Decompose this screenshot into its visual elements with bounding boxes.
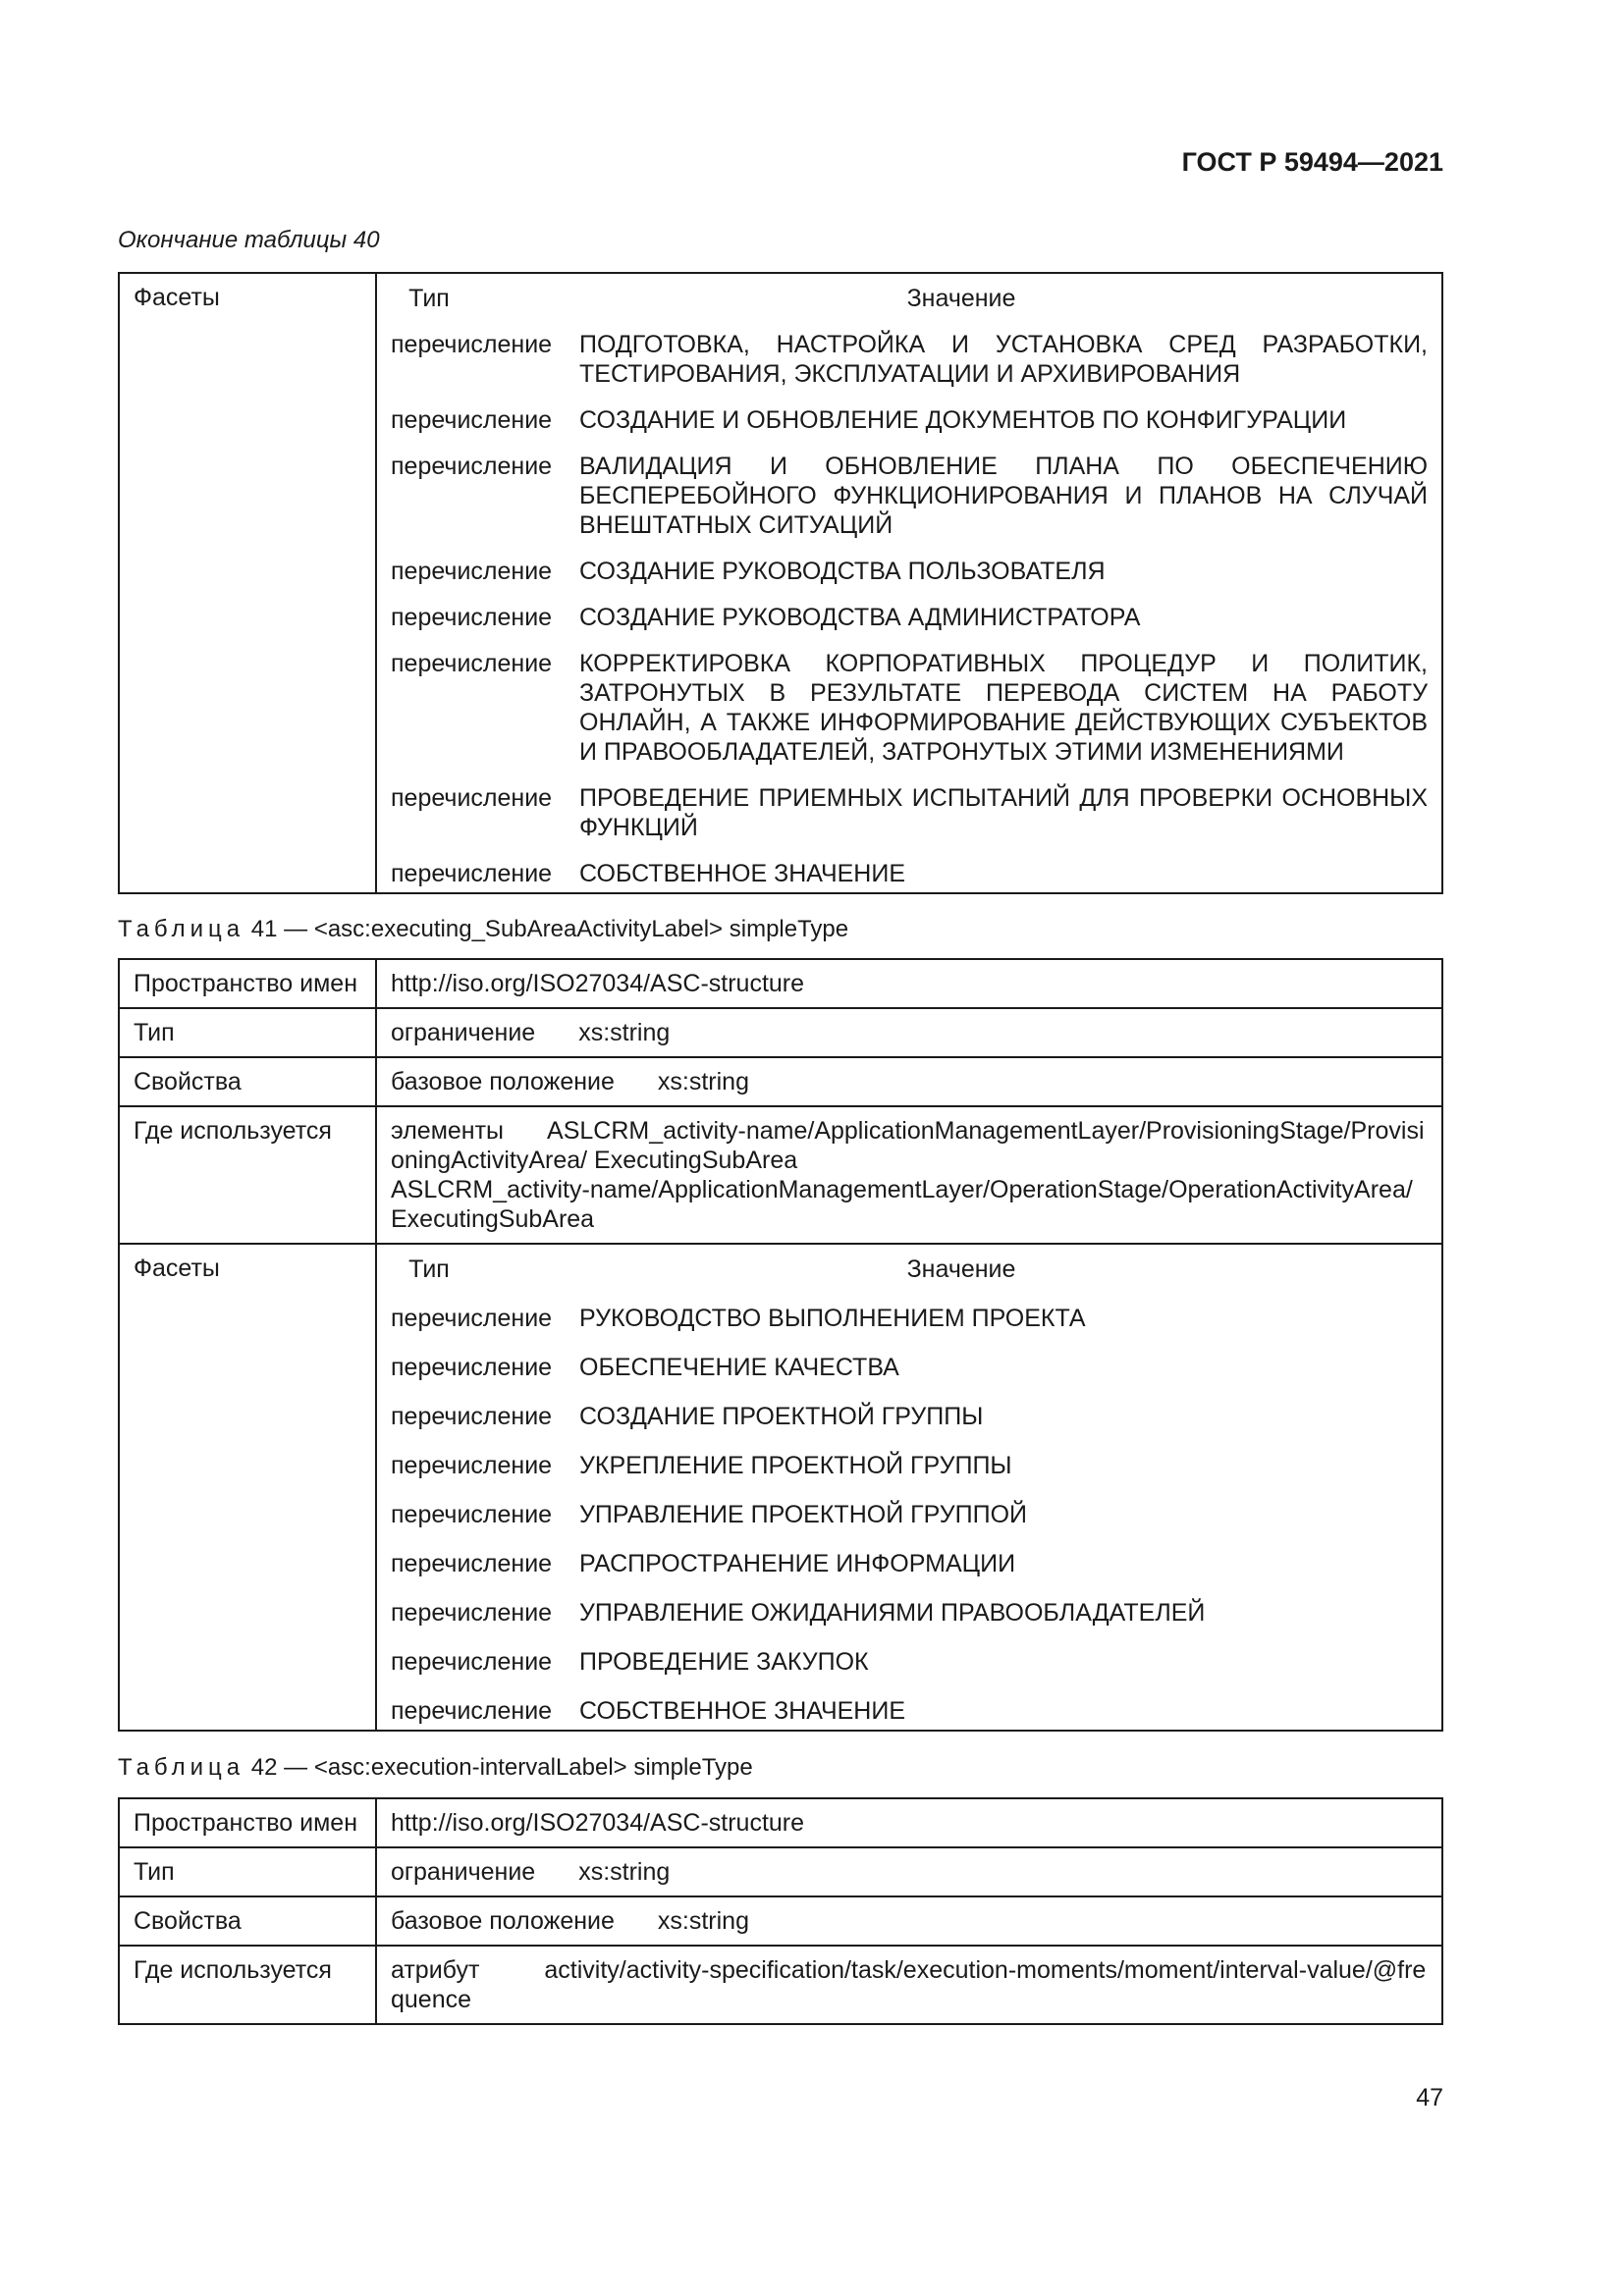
facet-value: УПРАВЛЕНИЕ ОЖИДАНИЯМИ ПРАВООБЛАДАТЕЛЕЙ: [579, 1599, 1206, 1627]
facet-value: СОЗДАНИЕ И ОБНОВЛЕНИЕ ДОКУМЕНТОВ ПО КОНФИГУРАЦИИ: [579, 406, 1347, 434]
facet-type: перечисление: [391, 1501, 553, 1528]
column-type-header: Тип: [408, 285, 450, 312]
column-value-header: Значение: [906, 1255, 1016, 1283]
facet-value: ОБЕСПЕЧЕНИЕ КАЧЕСТВА: [579, 1354, 899, 1381]
usage-line-1: [391, 1116, 1428, 1175]
table41-caption-title: 41 — <asc:executing_SubAreaActivityLabel> simpleType: [250, 916, 849, 942]
usage-label: Где используется: [119, 1946, 376, 2024]
facet-type: перечисление: [391, 1648, 553, 1676]
facet-type: перечисление: [391, 1697, 553, 1725]
namespace-label: Пространство имен: [119, 959, 376, 1008]
facets-label: Фасеты: [119, 273, 376, 893]
facet-value: РАСПРОСТРАНЕНИЕ ИНФОРМАЦИИ: [579, 1550, 1016, 1577]
facet-row: [377, 540, 1441, 586]
facet-value: ПОДГОТОВКА, НАСТРОЙКА И УСТАНОВКА СРЕД РАЗРАБОТКИ, ТЕСТИРОВАНИЯ, ЭКСПЛУАТАЦИИ И АРХИВИРОВАНИЯ: [579, 331, 1428, 388]
facet-value: СОЗДАНИЕ РУКОВОДСТВА АДМИНИСТРАТОРА: [579, 604, 1141, 631]
facet-type: перечисление: [391, 1550, 553, 1577]
facet-type: перечисление: [391, 558, 553, 585]
facet-type: перечисление: [391, 650, 553, 677]
facet-row: [377, 1529, 1441, 1578]
facets-cell: [376, 273, 1442, 893]
table41-caption: [118, 915, 848, 944]
facet-rows: [377, 313, 1441, 888]
document-standard-number: ГОСТ Р 59494—2021: [1181, 147, 1443, 177]
type-kind: ограничение: [391, 1858, 536, 1886]
page-number: 47: [1416, 2084, 1443, 2111]
properties-row: [119, 1896, 1442, 1946]
facet-row: [377, 1382, 1441, 1431]
properties-base: xs:string: [657, 1907, 749, 1935]
table42-caption-title: 42 — <asc:execution-intervalLabel> simpleType: [250, 1754, 753, 1781]
usage-row: [119, 1106, 1442, 1244]
facet-value: СОБСТВЕННОЕ ЗНАЧЕНИЕ: [579, 1697, 906, 1725]
usage-label: Где используется: [119, 1106, 376, 1244]
type-base: xs:string: [578, 1858, 671, 1886]
table41-caption-word: Таблица: [118, 916, 245, 942]
facet-value: ПРОВЕДЕНИЕ ЗАКУПОК: [579, 1648, 869, 1676]
properties-kind: базовое положение: [391, 1068, 615, 1095]
facets-header: [377, 1245, 1441, 1284]
facet-row: [377, 632, 1441, 767]
facets-label: Фасеты: [119, 1244, 376, 1731]
facet-type: перечисление: [391, 604, 553, 631]
type-kind: ограничение: [391, 1019, 536, 1046]
facet-value: СОБСТВЕННОЕ ЗНАЧЕНИЕ: [579, 860, 906, 887]
properties-base: xs:string: [657, 1068, 749, 1095]
type-value: [376, 1008, 1442, 1057]
column-type-header: Тип: [408, 1255, 450, 1283]
facet-value: КОРРЕКТИРОВКА КОРПОРАТИВНЫХ ПРОЦЕДУР И ПОЛИТИК, ЗАТРОНУТЫХ В РЕЗУЛЬТАТЕ ПЕРЕВОДА СИСТЕМ НА РАБОТУ ОНЛАЙН, А ТАКЖЕ ИНФОРМИРОВАНИЕ ДЕЙСТВУЮЩИХ СУБЪЕКТОВ И ПРАВООБЛАДАТЕЛЕЙ, ЗАТРОНУТЫХ ЭТИМИ ИЗМЕНЕНИЯМИ: [579, 650, 1428, 766]
usage-value: [376, 1106, 1442, 1244]
facets-cell: [376, 1244, 1442, 1731]
usage-line: [391, 1955, 1428, 2014]
facet-value: УКРЕПЛЕНИЕ ПРОЕКТНОЙ ГРУППЫ: [579, 1452, 1012, 1479]
namespace-value: http://iso.org/ISO27034/ASC-structure: [376, 959, 1442, 1008]
facet-row: [377, 1628, 1441, 1677]
facet-type: перечисление: [391, 331, 553, 358]
namespace-value: http://iso.org/ISO27034/ASC-structure: [376, 1798, 1442, 1847]
facet-type: перечисление: [391, 453, 553, 480]
properties-value: [376, 1896, 1442, 1946]
facet-row: [377, 313, 1441, 389]
facet-row: [377, 586, 1441, 632]
facet-row: [377, 767, 1441, 842]
table42-caption-word: Таблица: [118, 1754, 245, 1781]
facet-type: перечисление: [391, 1305, 553, 1332]
table40-caption: Окончание таблицы 40: [118, 227, 380, 253]
usage-value: [376, 1946, 1442, 2024]
facet-row: [377, 1578, 1441, 1628]
facet-row: [377, 1480, 1441, 1529]
type-label: Тип: [119, 1847, 376, 1896]
type-value: [376, 1847, 1442, 1896]
table40: [118, 272, 1443, 894]
type-row: [119, 1008, 1442, 1057]
usage-row: [119, 1946, 1442, 2024]
properties-label: Свойства: [119, 1896, 376, 1946]
facet-type: перечисление: [391, 1403, 553, 1430]
facet-value: СОЗДАНИЕ ПРОЕКТНОЙ ГРУППЫ: [579, 1403, 984, 1430]
facet-value: РУКОВОДСТВО ВЫПОЛНЕНИЕМ ПРОЕКТА: [579, 1305, 1086, 1332]
usage-kind: элементы: [391, 1117, 505, 1145]
facet-row: [377, 1333, 1441, 1382]
column-value-header: Значение: [906, 285, 1016, 312]
namespace-row: [119, 959, 1442, 1008]
facet-type: перечисление: [391, 860, 553, 887]
facet-type: перечисление: [391, 406, 553, 434]
facet-type: перечисление: [391, 784, 553, 812]
facet-type: перечисление: [391, 1354, 553, 1381]
usage-path-1: ASLCRM_activity-name/ApplicationManagementLayer/ProvisioningStage/ProvisioningActivityArea/ ExecutingSubArea: [391, 1117, 1425, 1174]
facet-row: [377, 842, 1441, 888]
facet-row: [377, 1284, 1441, 1333]
table41: [118, 958, 1443, 1732]
table42-caption: [118, 1753, 753, 1783]
properties-label: Свойства: [119, 1057, 376, 1106]
facet-row: [377, 1677, 1441, 1726]
properties-value: [376, 1057, 1442, 1106]
facet-row: [377, 1431, 1441, 1480]
facet-type: перечисление: [391, 1599, 553, 1627]
type-label: Тип: [119, 1008, 376, 1057]
facet-value: ВАЛИДАЦИЯ И ОБНОВЛЕНИЕ ПЛАНА ПО ОБЕСПЕЧЕНИЮ БЕСПЕРЕБОЙНОГО ФУНКЦИОНИРОВАНИЯ И ПЛАНОВ НА СЛУЧАЙ ВНЕШТАТНЫХ СИТУАЦИЙ: [579, 453, 1428, 539]
type-row: [119, 1847, 1442, 1896]
usage-kind: атрибут: [391, 1956, 480, 1984]
facet-row: [377, 389, 1441, 435]
facet-value: УПРАВЛЕНИЕ ПРОЕКТНОЙ ГРУППОЙ: [579, 1501, 1028, 1528]
type-base: xs:string: [578, 1019, 671, 1046]
usage-path-2: ASLCRM_activity-name/ApplicationManagementLayer/OperationStage/OperationActivityArea/ ExecutingSubArea: [391, 1176, 1413, 1233]
properties-row: [119, 1057, 1442, 1106]
facet-value: СОЗДАНИЕ РУКОВОДСТВА ПОЛЬЗОВАТЕЛЯ: [579, 558, 1106, 585]
usage-path: activity/activity-specification/task/execution-moments/moment/interval-value/@frequence: [391, 1956, 1427, 2013]
facet-row: [377, 435, 1441, 540]
facet-rows: [377, 1284, 1441, 1726]
facet-type: перечисление: [391, 1452, 553, 1479]
facets-row: [119, 1244, 1442, 1731]
facet-value: ПРОВЕДЕНИЕ ПРИЕМНЫХ ИСПЫТАНИЙ ДЛЯ ПРОВЕРКИ ОСНОВНЫХ ФУНКЦИЙ: [579, 784, 1428, 841]
facets-header: [377, 274, 1441, 313]
namespace-label: Пространство имен: [119, 1798, 376, 1847]
table42: [118, 1797, 1443, 2025]
namespace-row: [119, 1798, 1442, 1847]
properties-kind: базовое положение: [391, 1907, 615, 1935]
